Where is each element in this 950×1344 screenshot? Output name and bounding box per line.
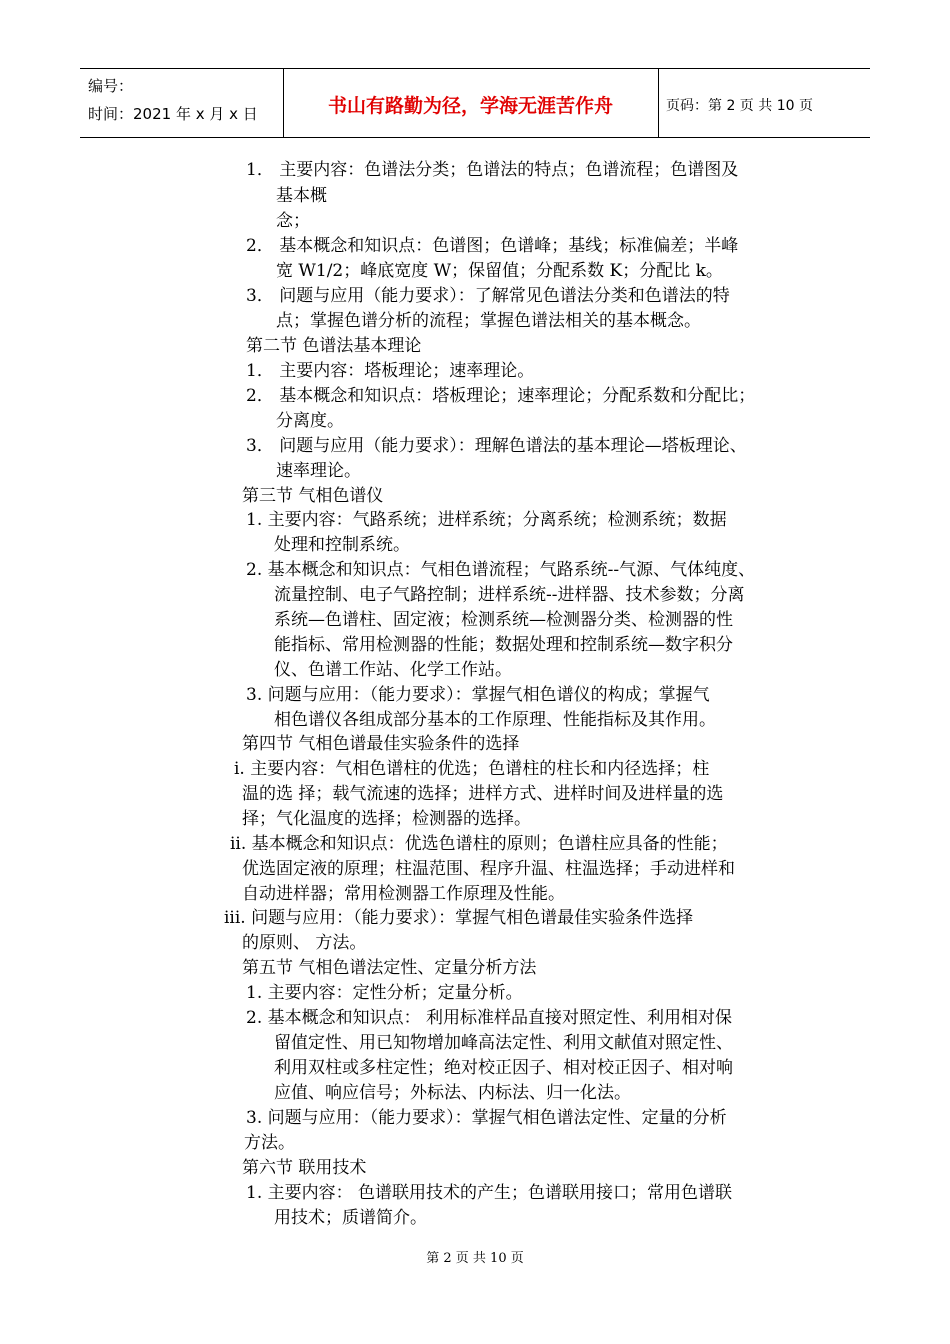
- document-date-label: 时间：2021 年 x 月 x 日: [88, 105, 258, 123]
- body-line: 相色谱仪各组成部分基本的工作原理、性能指标及其作用。: [274, 710, 716, 730]
- body-line: 速率理论。: [276, 461, 361, 481]
- body-line: i. 主要内容：气相色谱柱的优选；色谱柱的柱长和内径选择；柱: [234, 759, 710, 779]
- body-line: 2． 基本概念和知识点：色谱图；色谱峰；基线；标准偏差；半峰: [246, 236, 739, 256]
- body-line: 系统—色谱柱、固定液；检测系统—检测器分类、检测器的性: [274, 610, 733, 630]
- section-heading: 第五节 气相色谱法定性、定量分析方法: [242, 958, 537, 978]
- header-middle-cell: [283, 69, 659, 137]
- body-line: 念；: [276, 211, 310, 231]
- body-line: 利用双柱或多柱定性；绝对校正因子、相对校正因子、相对响: [274, 1058, 733, 1078]
- body-line: 能指标、常用检测器的性能；数据处理和控制系统—数字积分: [274, 635, 733, 655]
- body-line: ii. 基本概念和知识点：优选色谱柱的原则；色谱柱应具备的性能；: [230, 834, 728, 854]
- body-line: 1． 主要内容：塔板理论；速率理论。: [246, 361, 535, 381]
- body-line: 基本概: [276, 186, 327, 206]
- body-line: iii. 问题与应用：（能力要求）：掌握气相色谱最佳实验条件选择: [224, 908, 694, 928]
- body-line: 用技术；质谱简介。: [274, 1208, 427, 1228]
- page-header: [80, 68, 870, 138]
- body-line: 2． 基本概念和知识点：塔板理论；速率理论；分配系数和分配比；: [246, 386, 756, 406]
- page-footer: 第 2 页 共 10 页: [426, 1251, 524, 1266]
- body-line: 1. 主要内容： 色谱联用技术的产生；色谱联用接口；常用色谱联: [246, 1183, 733, 1203]
- body-line: 3． 问题与应用（能力要求）：理解色谱法的基本理论—塔板理论、: [246, 436, 747, 456]
- body-line: 1. 主要内容：气路系统；进样系统；分离系统；检测系统；数据: [246, 510, 727, 530]
- body-line: 2. 基本概念和知识点：气相色谱流程；气路系统--气源、气体纯度、: [246, 560, 756, 580]
- body-line: 自动进样器；常用检测器工作原理及性能。: [242, 884, 565, 904]
- body-line: 留值定性、用已知物增加峰高法定性、利用文献值对照定性、: [274, 1033, 733, 1053]
- body-line: 优选固定液的原理；柱温范围、程序升温、柱温选择；手动进样和: [242, 859, 735, 879]
- section-heading: 第四节 气相色谱最佳实验条件的选择: [242, 734, 520, 754]
- body-line: 仪、色谱工作站、化学工作站。: [274, 660, 512, 680]
- header-page-number: 页码：第 2 页 共 10 页: [666, 98, 813, 114]
- body-line: 点；掌握色谱分析的流程；掌握色谱法相关的基本概念。: [276, 311, 701, 331]
- section-heading: 第三节 气相色谱仪: [242, 486, 384, 506]
- header-right-cell: [658, 69, 870, 137]
- body-line: 1. 主要内容：定性分析；定量分析。: [246, 983, 523, 1003]
- body-line: 温的选 择；载气流速的选择；进样方式、进样时间及进样量的选: [242, 784, 724, 804]
- body-line: 处理和控制系统。: [274, 535, 410, 555]
- body-line: 流量控制、电子气路控制；进样系统--进样器、技术参数；分离: [274, 585, 745, 605]
- body-line: 分离度。: [276, 411, 344, 431]
- document-number-label: 编号：: [88, 77, 134, 95]
- header-motto: 书山有路勤为径，学海无涯苦作舟: [327, 95, 613, 117]
- body-line: 3. 问题与应用：（能力要求）：掌握气相色谱仪的构成；掌握气: [246, 685, 710, 705]
- section-heading: 第二节 色谱法基本理论: [246, 336, 422, 356]
- body-line: 方法。: [244, 1133, 295, 1153]
- body-line: 择；气化温度的选择；检测器的选择。: [242, 809, 531, 829]
- body-line: 3． 问题与应用（能力要求）：了解常见色谱法分类和色谱法的特: [246, 286, 730, 306]
- body-line: 宽 W1/2；峰底宽度 W；保留值；分配系数 K；分配比 k。: [276, 261, 723, 281]
- body-line: 1． 主要内容：色谱法分类；色谱法的特点；色谱流程；色谱图及: [246, 160, 739, 180]
- body-line: 的原则、 方法。: [242, 933, 367, 953]
- body-line: 3. 问题与应用：（能力要求）：掌握气相色谱法定性、定量的分析: [246, 1108, 727, 1128]
- body-line: 2. 基本概念和知识点： 利用标准样品直接对照定性、利用相对保: [246, 1008, 733, 1028]
- body-line: 应值、响应信号；外标法、内标法、归一化法。: [274, 1083, 631, 1103]
- header-left-cell: [80, 69, 284, 137]
- section-heading: 第六节 联用技术: [242, 1158, 367, 1178]
